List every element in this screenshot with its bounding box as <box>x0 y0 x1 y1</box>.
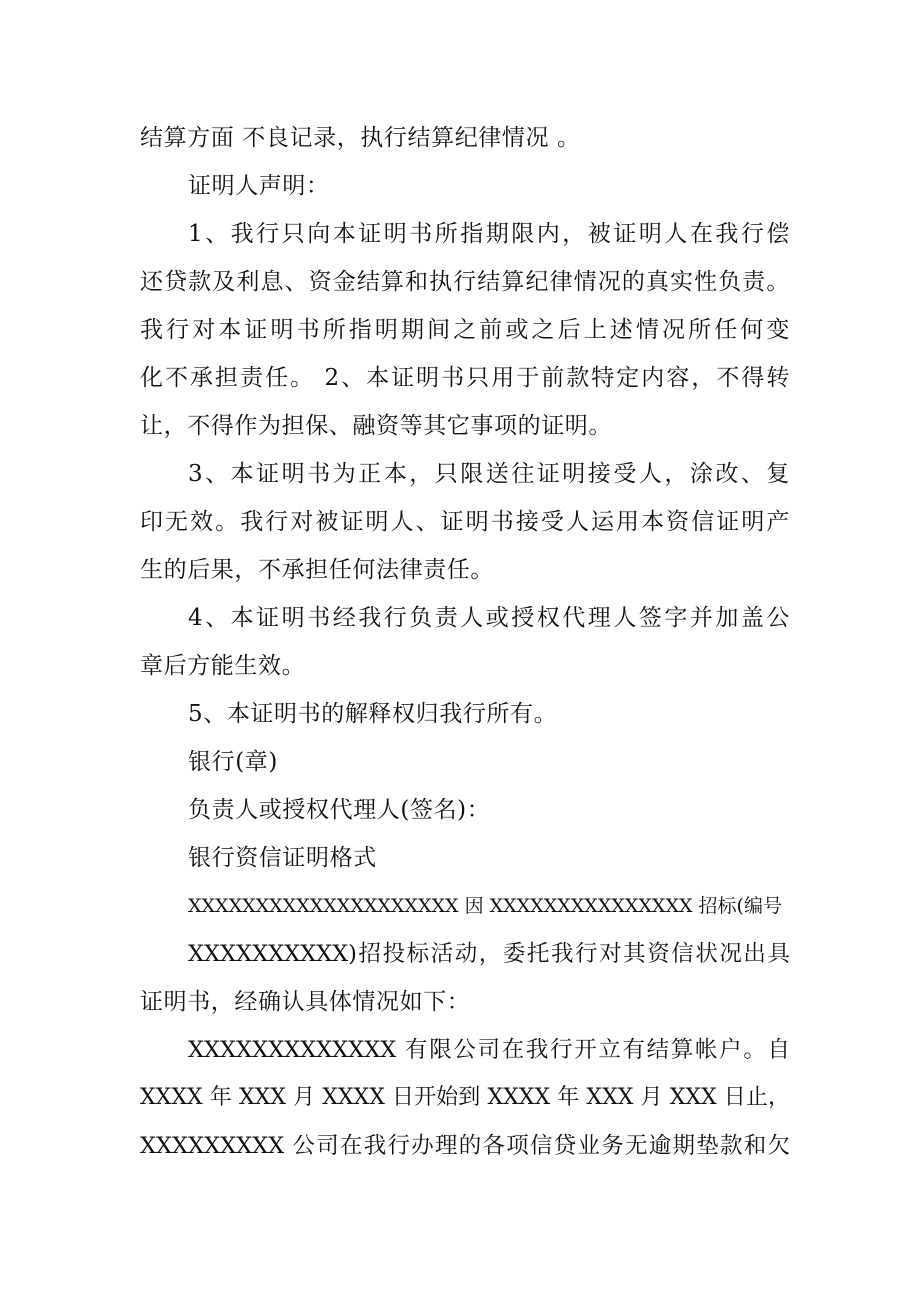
text-line-13: 5、本证明书的解释权归我行所有。 <box>188 701 558 727</box>
text-line-4: 还贷款及利息、资金结算和执行结算纪律情况的真实性负责。 <box>140 269 790 295</box>
text-line-3: 1、我行只向本证明书所指期限内，被证明人在我行偿 <box>188 221 790 247</box>
text-line-6: 化不承担责任。 2、本证明书只用于前款特定内容，不得转 <box>140 365 790 391</box>
text-line-9: 印无效。我行对被证明人、证明书接受人运用本资信证明产 <box>140 509 790 535</box>
text-line-11: 4、本证明书经我行负责人或授权代理人签字并加盖公 <box>188 605 790 631</box>
text-line-19: 证明书，经确认具体情况如下： <box>140 989 471 1015</box>
text-line-8: 3、本证明书为正本，只限送往证明接受人，涂改、复 <box>188 461 790 487</box>
text-line-12: 章后方能生效。 <box>140 653 306 679</box>
text-line-7: 让，不得作为担保、融资等其它事项的证明。 <box>140 413 612 439</box>
text-line-1: 结算方面 不良记录，执行结算纪律情况 。 <box>140 125 581 151</box>
text-line-18: XXXXXXXXXX)招投标活动，委托我行对其资信状况出具 <box>188 941 790 967</box>
text-line-2: 证明人声明： <box>188 173 330 199</box>
text-line-21: XXXX 年 XXX 月 XXXX 日开始到 XXXX 年 XXX 月 XXX 日止， <box>140 1085 790 1110</box>
text-line-14: 银行(章) <box>188 749 278 775</box>
text-line-16: 银行资信证明格式 <box>188 845 377 871</box>
text-line-10: 生的后果，不承担任何法律责任。 <box>140 557 494 583</box>
text-line-20: XXXXXXXXXXXXX 有限公司在我行开立有结算帐户。自 <box>188 1037 790 1063</box>
text-line-22: XXXXXXXXX 公司在我行办理的各项信贷业务无逾期垫款和欠 <box>140 1133 790 1159</box>
text-line-5: 我行对本证明书所指明期间之前或之后上述情况所任何变 <box>140 317 790 343</box>
text-line-15: 负责人或授权代理人(签名)： <box>188 797 491 823</box>
text-line-17: XXXXXXXXXXXXXXXXXXXX 因 XXXXXXXXXXXXXXX 招标(编号 <box>188 895 782 917</box>
